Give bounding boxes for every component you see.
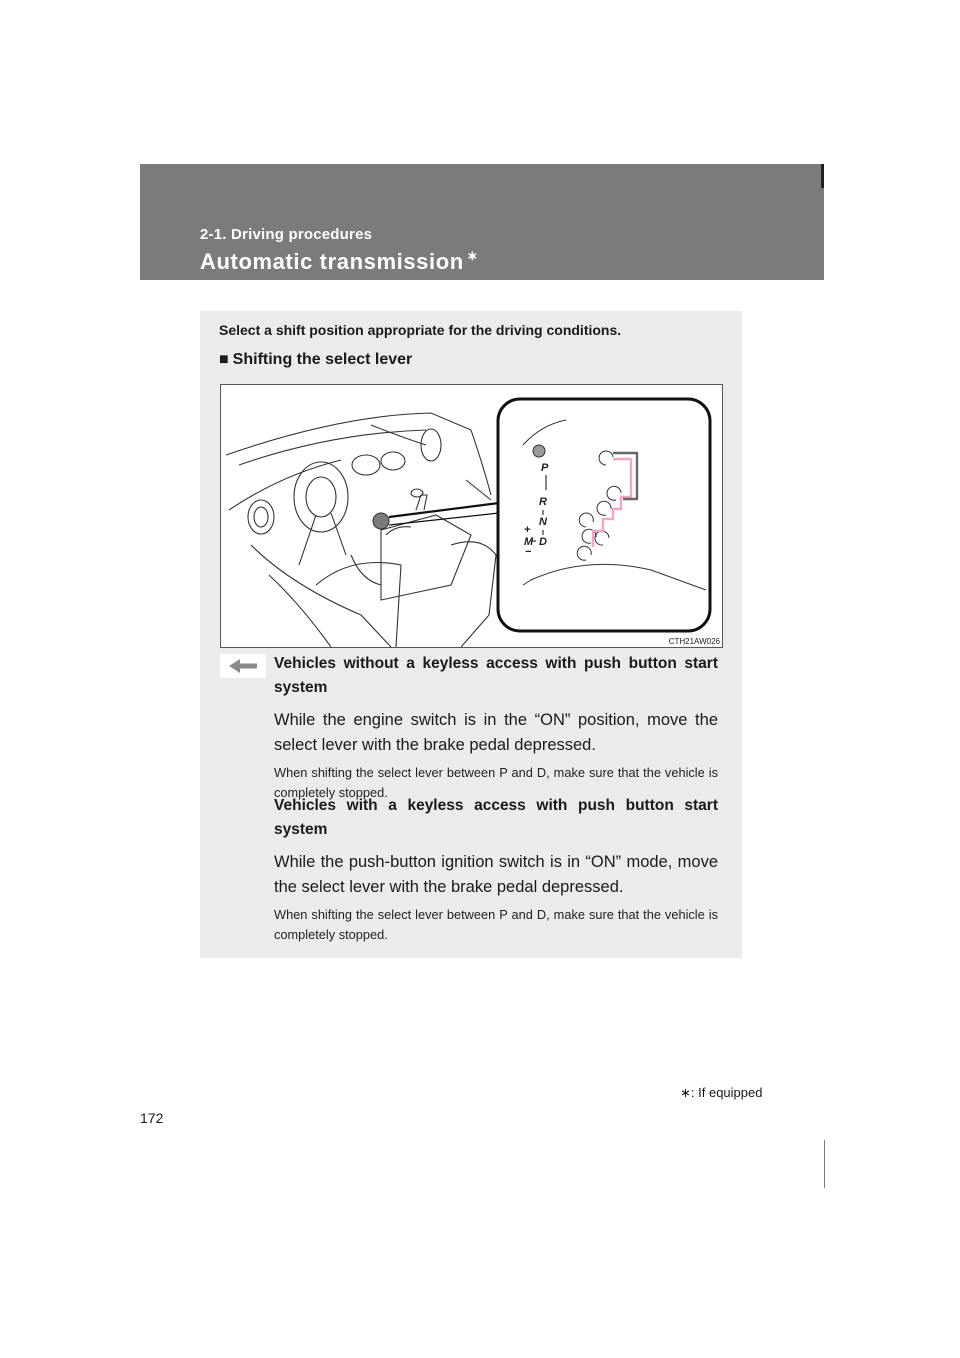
- square-bullet-icon: ■: [219, 351, 229, 368]
- if-equipped-mark: ∗: [466, 248, 479, 263]
- block-text: While the push-button ignition switch is in “ON” mode, move the select lever with the brake pedal depressed.: [274, 853, 718, 896]
- block-note: When shifting the select lever between P and D, make sure that the vehicle is completely stopped.: [274, 765, 718, 800]
- gate-label-p: P: [541, 462, 549, 474]
- shift-knob-icon: [373, 513, 389, 529]
- gate-label-plus: +: [524, 524, 531, 536]
- gate-label-d: D: [539, 536, 547, 548]
- page-title: [200, 248, 478, 275]
- cabin-and-gate-drawing: [221, 385, 722, 647]
- gate-label-n: N: [539, 516, 547, 528]
- section-label: 2-1. Driving procedures: [200, 226, 373, 243]
- footnote: [680, 1085, 762, 1101]
- block-note: When shifting the select lever between P and D, make sure that the vehicle is completely stopped.: [274, 907, 718, 942]
- gate-label-minus: −: [525, 546, 532, 558]
- cabin-line-art: [226, 413, 496, 647]
- page-number: 172: [140, 1110, 164, 1126]
- subsection-heading: [219, 351, 412, 369]
- footnote-text: : If equipped: [690, 1085, 763, 1100]
- page-title-text: Automatic transmission: [200, 249, 464, 274]
- subsection-title: Shifting the select lever: [232, 351, 413, 368]
- arrow-left-icon: [220, 654, 266, 678]
- block-heading: Vehicles without a keyless access with push button start system: [274, 655, 718, 696]
- header-edge-rule: [821, 164, 824, 188]
- instruction-block-keyless: [274, 794, 718, 945]
- gate-label-r: R: [539, 496, 547, 508]
- intro-text: Select a shift position appropriate for the driving conditions.: [219, 322, 622, 338]
- bottom-edge-rule: [824, 1140, 825, 1188]
- figure-code: CTH21AW026: [668, 637, 720, 646]
- block-heading: Vehicles with a keyless access with push button start system: [274, 797, 718, 838]
- block-text: While the engine switch is in the “ON” position, move the select lever with the brake pedal depressed.: [274, 711, 718, 754]
- shift-lever-illustration: [220, 384, 723, 648]
- footnote-mark: ∗: [680, 1085, 691, 1100]
- back-arrow-box: [220, 654, 266, 678]
- gate-label-m: M: [524, 536, 534, 548]
- instruction-block-no-keyless: [274, 652, 718, 803]
